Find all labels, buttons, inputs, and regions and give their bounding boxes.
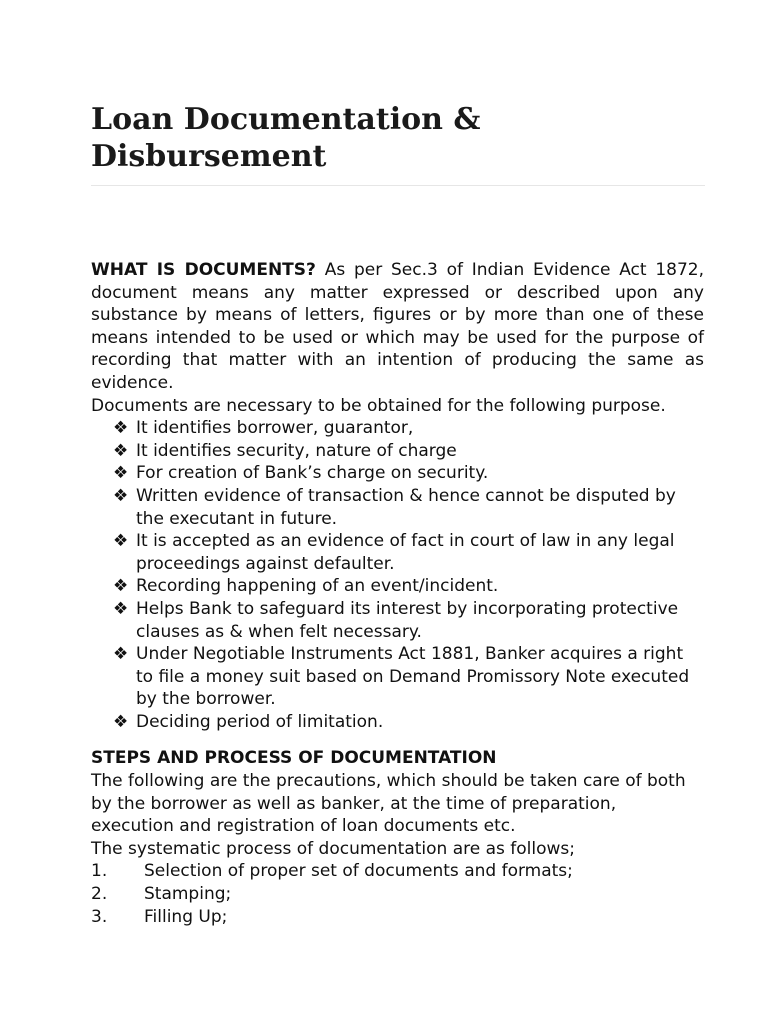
list-item xyxy=(113,711,704,734)
step-item xyxy=(91,860,704,883)
intro-text: As per Sec.3 of Indian Evidence Act 1872, document means any matter expressed or described upon any substance by means of letters, figures or by more than one of these means intended to be used or which may be used for the purpose of recording that matter with an intention of producing the same as evidence. xyxy=(91,260,704,393)
list-item xyxy=(113,530,704,575)
diamond-bullet-icon: ❖ xyxy=(113,576,129,597)
list-item-text: It identifies borrower, guarantor, xyxy=(136,418,414,439)
diamond-bullet-icon: ❖ xyxy=(113,644,129,665)
diamond-bullet-icon: ❖ xyxy=(113,440,129,461)
list-item xyxy=(113,643,704,711)
list-item xyxy=(113,417,704,440)
purpose-list xyxy=(91,417,704,733)
step-number: 1. xyxy=(91,861,108,882)
diamond-bullet-icon: ❖ xyxy=(113,463,129,484)
step-text: Filling Up; xyxy=(144,906,228,927)
list-item-text: Recording happening of an event/incident. xyxy=(136,576,499,597)
list-item-text: It identifies security, nature of charge xyxy=(136,440,457,461)
page-title: Loan Documentation & Disbursement xyxy=(91,102,481,174)
diamond-bullet-icon: ❖ xyxy=(113,598,129,619)
title-divider xyxy=(91,185,705,186)
diamond-bullet-icon: ❖ xyxy=(113,531,129,552)
list-item-text: Written evidence of transaction & hence cannot be disputed by the executant in future. xyxy=(136,485,676,529)
diamond-bullet-icon: ❖ xyxy=(113,418,129,439)
diamond-bullet-icon: ❖ xyxy=(113,711,129,732)
intro-lead: WHAT IS DOCUMENTS? xyxy=(91,260,316,280)
list-item-text: Deciding period of limitation. xyxy=(136,711,384,732)
document-body xyxy=(91,259,704,928)
list-item xyxy=(113,462,704,485)
step-item xyxy=(91,883,704,906)
list-item-text: Under Negotiable Instruments Act 1881, Banker acquires a right to file a money suit based on Demand Promissory Note executed by the borrower. xyxy=(136,644,690,710)
diamond-bullet-icon: ❖ xyxy=(113,485,129,506)
step-text: Stamping; xyxy=(144,884,232,905)
step-number: 3. xyxy=(91,906,108,927)
step-item xyxy=(91,906,704,929)
list-item xyxy=(113,575,704,598)
steps-list xyxy=(91,860,704,928)
list-item xyxy=(113,440,704,463)
list-item xyxy=(113,485,704,530)
steps-intro-paragraph: The following are the precautions, which should be taken care of both by the borrower as well as banker, at the time of preparation, execution and registration of loan documents etc. xyxy=(91,771,686,837)
list-item-text: Helps Bank to safeguard its interest by incorporating protective clauses as & when felt necessary. xyxy=(136,598,679,642)
steps-lead-paragraph: The systematic process of documentation are as follows; xyxy=(91,838,576,859)
step-text: Selection of proper set of documents and formats; xyxy=(144,861,573,882)
list-item-text: It is accepted as an evidence of fact in court of law in any legal proceedings against defaulter. xyxy=(136,531,675,574)
list-item-text: For creation of Bank’s charge on security. xyxy=(136,463,489,484)
intro-paragraph xyxy=(91,259,704,395)
section-heading: STEPS AND PROCESS OF DOCUMENTATION xyxy=(91,748,497,769)
purpose-paragraph: Documents are necessary to be obtained for the following purpose. xyxy=(91,395,666,416)
list-item xyxy=(113,598,704,643)
step-number: 2. xyxy=(91,884,108,905)
